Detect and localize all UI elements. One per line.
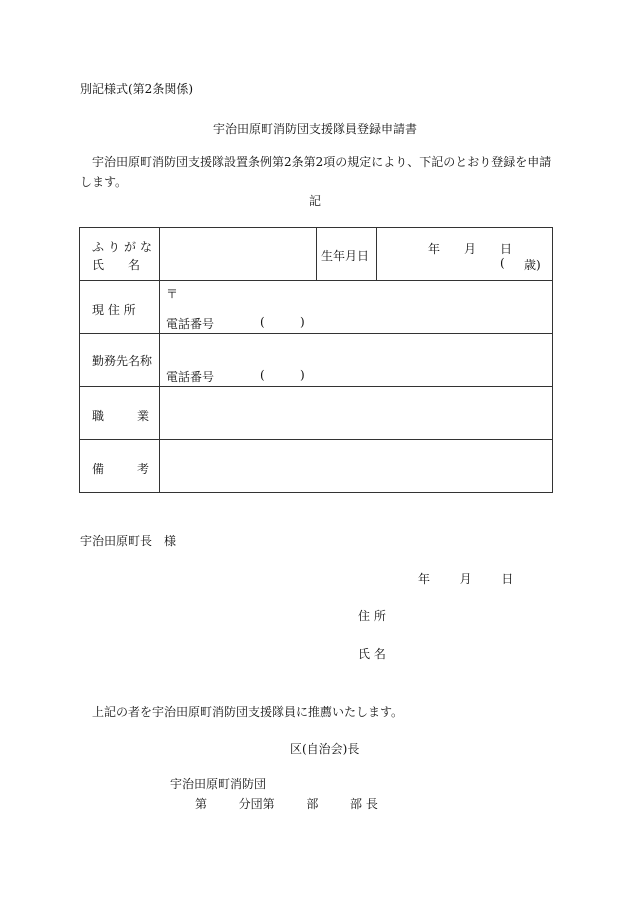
birthdate-input-cell[interactable] [377, 228, 553, 281]
workplace-input-cell[interactable] [160, 334, 553, 387]
address-input-cell[interactable] [160, 281, 553, 334]
division-bu: 部 [306, 797, 319, 811]
workplace-label: 勤務先名称 [92, 354, 153, 368]
address-phone-paren-close: ) [300, 315, 305, 329]
application-date [418, 570, 513, 587]
address-phone-label: 電話番号 [166, 317, 215, 331]
remarks-input-cell[interactable] [160, 440, 553, 493]
workplace-label-cell [80, 334, 160, 387]
remarks-label-cell [80, 440, 160, 493]
age-paren-open: ( [500, 256, 505, 270]
birth-year-label: 年 [428, 242, 441, 256]
division-dai: 第 [195, 797, 208, 811]
workplace-phone-paren-open: ( [260, 368, 265, 382]
address-phone-paren-open: ( [260, 315, 265, 329]
postal-mark: 〒 [166, 287, 179, 301]
name-label-cell [80, 228, 160, 281]
birth-day-label: 日 [500, 242, 513, 256]
occupation-label-cell [80, 387, 160, 440]
address-label-cell [80, 281, 160, 334]
date-day-label: 日 [501, 572, 514, 586]
applicant-name-label: 氏 名 [358, 647, 386, 661]
applicant-address-label: 住 所 [358, 609, 386, 623]
addressee: 宇治田原町長 様 [80, 534, 177, 548]
furigana-label: ふりがな [92, 240, 157, 254]
date-year-label: 年 [418, 572, 431, 586]
division-bucho: 部 長 [350, 797, 378, 811]
birthdate-label: 生年月日 [321, 249, 370, 263]
recommendation-text: 上記の者を宇治田原町消防団支援隊員に推薦いたします。 [92, 705, 404, 719]
date-month-label: 月 [459, 572, 472, 586]
remarks-label: 備 考 [92, 462, 153, 476]
birthdate-label-cell [317, 228, 377, 281]
birth-month-label: 月 [464, 242, 477, 256]
ki-heading: 記 [308, 194, 321, 208]
occupation-input-cell[interactable] [160, 387, 553, 440]
form-classification: 別記様式(第2条関係) [80, 82, 193, 96]
occupation-label: 職 業 [92, 409, 153, 423]
division-line [195, 795, 378, 812]
document-title: 宇治田原町消防団支援隊員登録申請書 [212, 122, 417, 136]
division-bundan: 分団第 [238, 797, 275, 811]
workplace-phone-label: 電話番号 [166, 370, 215, 384]
name-label: 氏 名 [92, 258, 141, 272]
fire-corps-name: 宇治田原町消防団 [170, 777, 267, 791]
name-input-cell[interactable] [160, 228, 317, 281]
application-form-table [79, 227, 553, 493]
age-label: 歳) [524, 258, 541, 272]
intro-paragraph: 宇治田原町消防団支援隊設置条例第2条第2項の規定により、下記のとおり登録を申請します。 [80, 155, 552, 189]
workplace-phone-paren-close: ) [300, 368, 305, 382]
district-chief-label: 区(自治会)長 [290, 742, 360, 756]
address-label: 現 住 所 [92, 303, 136, 317]
